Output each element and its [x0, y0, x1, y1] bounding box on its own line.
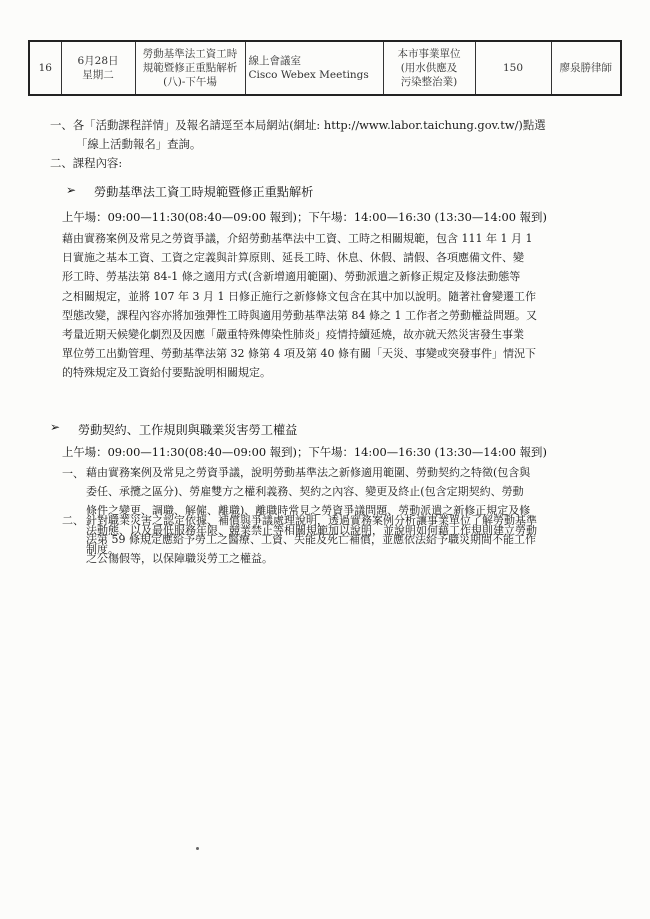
session-times: 上午場：09:00—11:30(08:40—09:00 報到)；下午場：14:00—16:30 (13:30—14:00 報到) [62, 210, 547, 224]
list-item-label: 二、 [62, 514, 84, 527]
arrow-bullet-icon: ➢ [50, 420, 61, 434]
session-date: 6月28日 星期二 [61, 41, 135, 95]
note-item-1-continued: 「線上活動報名」查詢。 [76, 137, 202, 151]
session-target: 本市事業單位 (用水供應及 污染整治業) [383, 41, 475, 95]
list-item: 針對職業災害之認定依據、補償與爭議處理說明，透過實務案例分析讓事業單位了解勞動基準 法第 59 條規定應給予勞工之醫療、工資、失能及死亡補償，並應依法給予職災期間不能工作 之公傷假等，以保障職災勞工之權益。 [86, 514, 537, 566]
table-row [29, 41, 621, 95]
list-item-label: 一、 [62, 467, 84, 480]
schedule-table [28, 40, 622, 96]
section-title: 勞動基準法工資工時規範暨修正重點解析 [94, 185, 314, 199]
note-item-1: 一、各「活動課程詳情」及報名請逕至本局網站(網址: http://www.labor.taichung.gov.tw/)點選 [50, 118, 546, 132]
scan-speck [196, 847, 199, 850]
session-times: 上午場：09:00—11:30(08:40—09:00 報到)；下午場：14:00—16:30 (13:30—14:00 報到) [62, 445, 547, 459]
session-topic: 勞動基準法工資工時 規範暨修正重點解析 (八)-下午場 [135, 41, 245, 95]
session-number: 16 [29, 41, 61, 95]
session-quota: 150 [475, 41, 551, 95]
note-item-2: 二、課程內容: [50, 156, 123, 170]
arrow-bullet-icon: ➢ [66, 183, 77, 197]
session-lecturer: 廖泉勝律師 [551, 41, 621, 95]
section-description: 藉由實務案例及常見之勞資爭議，介紹勞動基準法中工資、工時之相關規範，包含 111 年 1 月 1 日實施之基本工資、工資之定義與計算原則、延長工時、休息、休假、請假、各項應備文件、變 形工時、勞基法第 84-1 條之適用方式(含新增適用範圍)、勞動派遣之新修正規定及修法動態等 之相關規定，並將 107 年 3 月 1 日修正施行之新修條文包含在其中加以說明。隨著社會變遷工作 型態改變，課程內容亦將加強彈性工時與適用勞動基準法第 84 條之 1 工作者之勞動權益問題。又 考量近期天候變化劇烈及因應「嚴重特殊傳染性肺炎」疫情持續延燒，故亦就天然災害發生事業 單位勞工出勤管理、勞動基準法第 32 條第 4 項及第 40 條有關「天災、事變或突發事件」情況下 的特殊規定及工資給付要點說明相關規定。 [62, 232, 537, 380]
list-item: 藉由實務案例及常見之勞資爭議，說明勞動基準法之新修適用範圍、勞動契約之特徵(包含與 委任、承攬之區分)、勞雇雙方之權利義務、契約之內容、變更及終止(包含定期契約、勞動 條件之變更、調職、解僱、離職)、離職時常見之勞資爭議問題、勞動派遣之新修正規定及修 法動態、以及最低服務年限、競業禁止等相關規範加以說明，並說明如何藉工作規則建立勞動 制度。 [86, 466, 537, 556]
session-venue: 線上會議室 Cisco Webex Meetings [245, 41, 383, 95]
section-title: 勞動契約、工作規則與職業災害勞工權益 [78, 423, 298, 437]
